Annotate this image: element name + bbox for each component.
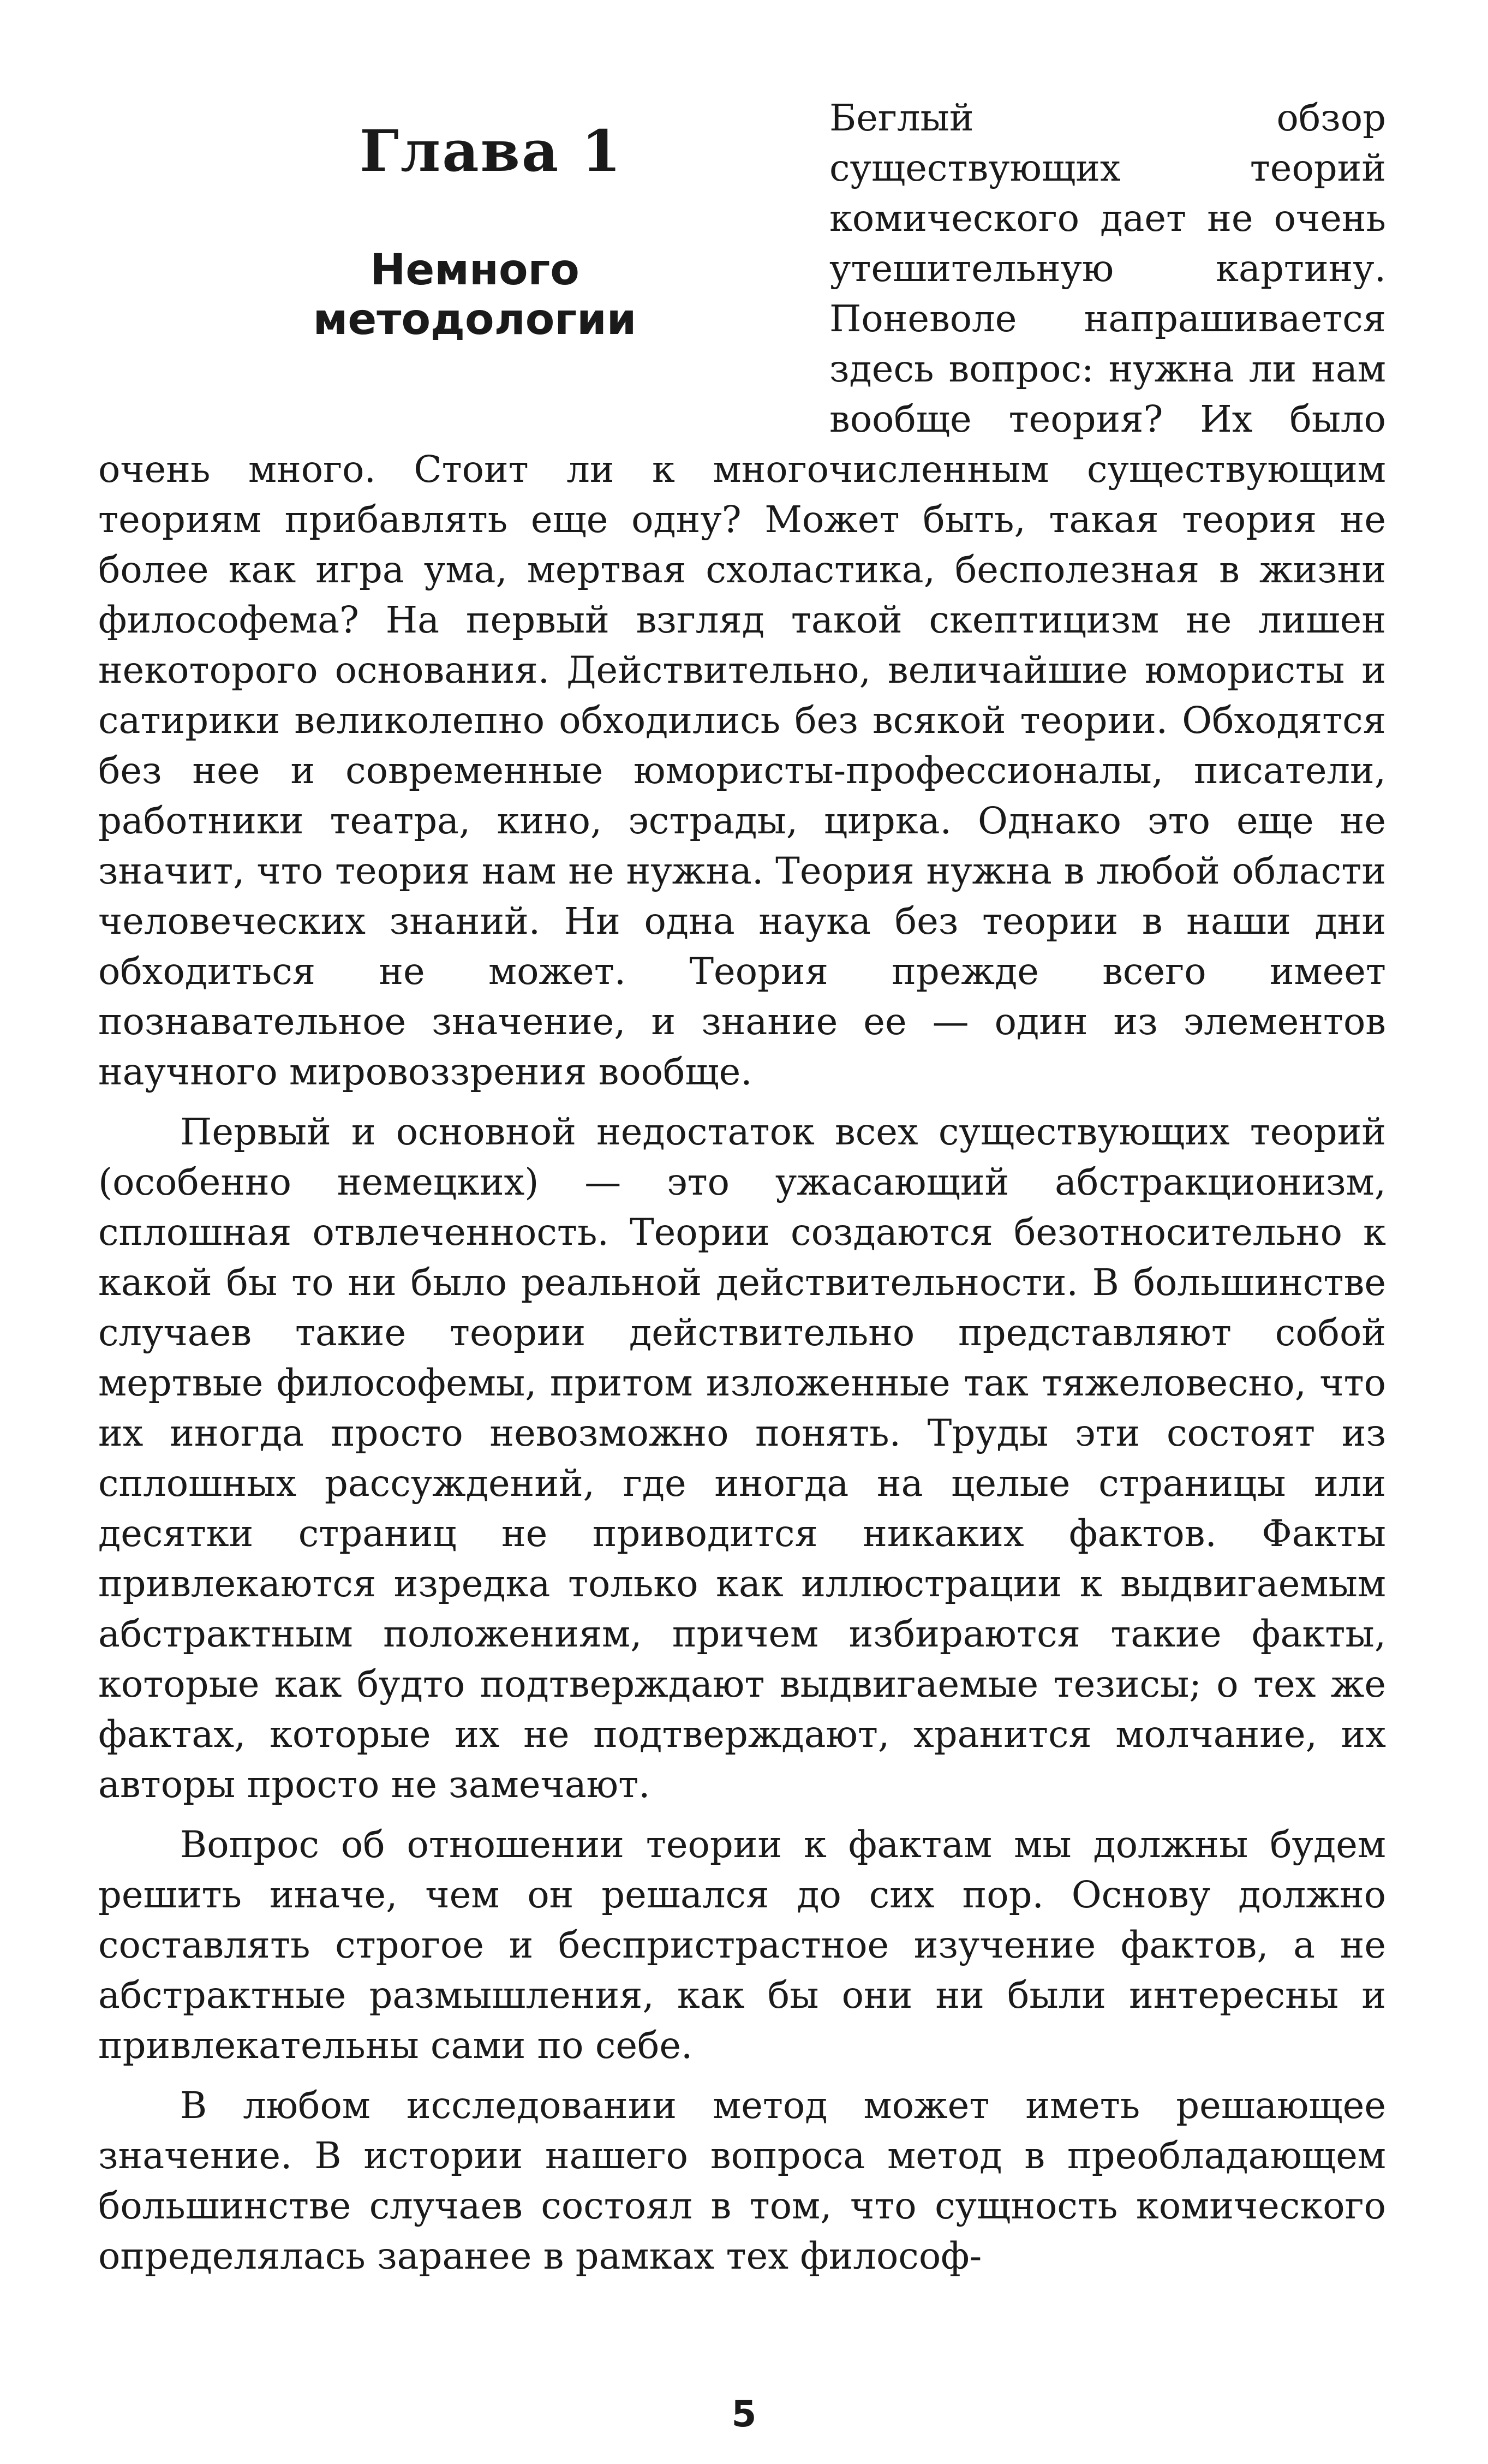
chapter-title-line2: методологии <box>313 295 637 345</box>
chapter-label: Глава 1 <box>360 117 623 184</box>
book-page <box>98 93 1386 2281</box>
paragraph-3: Вопрос об отношении теории к фактам мы должны будем решить иначе, чем он решался до сих пор. Основу должно составлять строгое и беспристрастное изучение фактов, а не абстрактные размышления, как бы они ни были интересны и привлекательны сами по себе. <box>98 1823 1386 2067</box>
chapter-title-line1: Немного <box>370 245 579 295</box>
paragraph-4: В любом исследовании метод может иметь решающее значение. В истории нашего вопроса метод в преобладающем большинстве случаев состоял в том, что сущность комического определялась заранее в рамках тех философ- <box>98 2084 1386 2277</box>
chapter-title <box>98 246 808 345</box>
page-number: 5 <box>731 2393 757 2435</box>
paragraph-2: Первый и основной недостаток всех существующих теорий (особенно немецких) — это ужасающий абстракционизм, сплошная отвлеченность. Теории создаются безотносительно к какой бы то ни было реальной действительности. В большинстве случаев такие теории действительно представляют собой мертвые философемы, притом изложенные так тяжеловесно, что их иногда просто невозможно понять. Труды эти состоят из сплошных рассуждений, где иногда на целые страницы или десятки страниц не приводится никаких фактов. Факты привлекаются изредка только как иллюстрации к выдвигаемым абстрактным положениям, причем избираются такие факты, которые как будто подтверждают выдвигаемые тезисы; о тех же фактах, которые их не подтверждают, хранится молчание, их авторы просто не замечают. <box>98 1111 1386 1806</box>
chapter-body <box>98 93 1386 2281</box>
chapter-heading <box>98 93 808 415</box>
paragraph-1: Беглый обзор существующих теорий комического дает не очень утешительную картину. Поневоле напрашивается здесь вопрос: нужна ли нам вообще теория? Их было очень много. Стоит ли к многочисленным существующим теориям прибавлять еще одну? Может быть, такая теория не более как игра ума, мертвая схоластика, бесполезная в жизни философема? На первый взгляд такой скептицизм не лишен некоторого основания. Действительно, величайшие юмористы и сатирики великолепно обходились без всякой теории. Обходятся без нее и современные юмористы-профессионалы, писатели, работники театра, кино, эстрады, цирка. Однако это еще не значит, что теория нам не нужна. Теория нужна в любой области человеческих знаний. Ни одна наука без теории в наши дни обходиться не может. Теория прежде всего имеет познавательное значение, и знание ее — один из элементов научного мировоззрения вообще. <box>98 97 1386 1093</box>
